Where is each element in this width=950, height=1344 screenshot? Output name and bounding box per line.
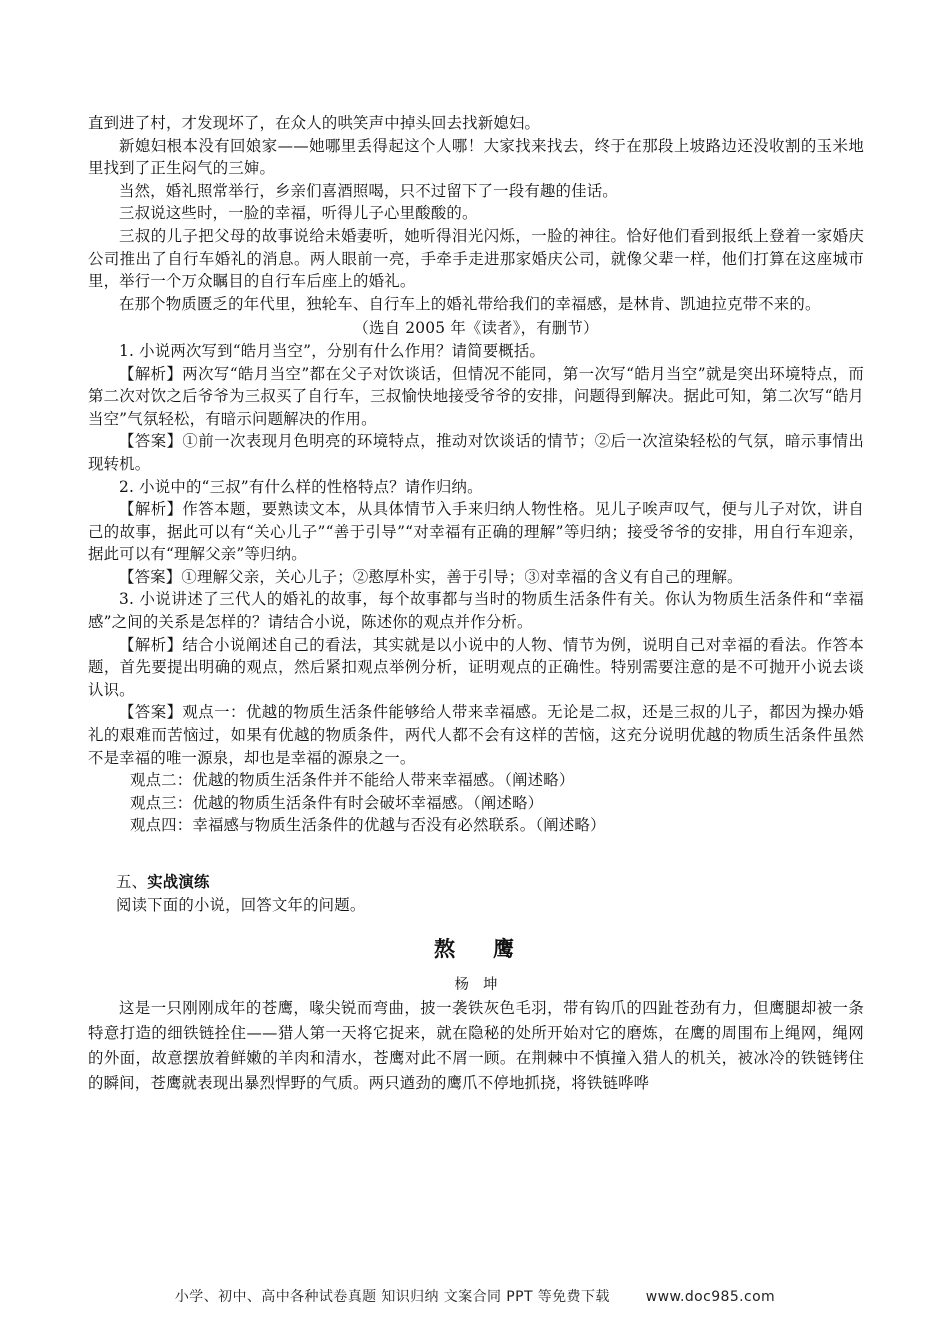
story-opening-paragraph: 这是一只刚刚成年的苍鹰，喙尖锐而弯曲，披一袭铁灰色毛羽，带有钩爪的四趾苍劲有力，但鹰腿却被一条特意打造的细铁链拴住——猎人第一天将它捉来，就在隐秘的处所开始对它的磨炼，在鹰的周围布上绳网，绳网的外面，故意摆放着鲜嫩的羊肉和清水，苍鹰对此不屑一顾。在荆棘中不慎撞入猎人的机关，被冰冷的铁链铐住的瞬间，苍鹰就表现出暴烈悍野的气质。两只遒劲的鹰爪不停地抓挠，将铁链哗哗 bbox=[88, 999, 864, 1093]
story-paragraph: 新媳妇根本没有回娘家——她哪里丢得起这个人哪！大家找来找去，终于在那段上坡路边还没收割的玉米地里找到了正生闷气的三婶。 bbox=[88, 136, 864, 178]
question-1: 1. 小说两次写到“皓月当空”，分别有什么作用？请简要概括。 bbox=[119, 341, 546, 360]
viewpoint-3: 观点三：优越的物质生活条件有时会破坏幸福感。（阐述略） bbox=[130, 793, 544, 812]
section-lead: 阅读下面的小说，回答文年的问题。 bbox=[116, 895, 366, 914]
story-paragraph: 三叔说这些时，一脸的幸福，听得儿子心里酸酸的。 bbox=[119, 204, 478, 223]
answer-3: 【答案】观点一：优越的物质生活条件能够给人带来幸福感。无论是二叔，还是三叔的儿子，都因为操办婚礼的艰难而苦恼过，如果有优越的物质条件，两代人都不会有这样的苦恼，这充分说明优越的物质生活条件虽然不是幸福的唯一源泉，却也是幸福的源泉之一。 bbox=[88, 703, 864, 767]
answer-2: 【答案】①理解父亲，关心儿子；②憨厚朴实，善于引导；③对幸福的含义有自己的理解。 bbox=[119, 567, 743, 586]
question-3: 3. 小说讲述了三代人的婚礼的故事，每个故事都与当时的物质生活条件有关。你认为物质生活条件和“幸福感”之间的关系是怎样的？请结合小说，陈述你的观点并作分析。 bbox=[88, 590, 864, 632]
viewpoint-4: 观点四：幸福感与物质生活条件的优越与否没有必然联系。（阐述略） bbox=[130, 816, 606, 835]
question-answer-block bbox=[88, 340, 864, 837]
story-title: 熬鹰 bbox=[434, 936, 552, 962]
section-heading bbox=[88, 871, 864, 894]
viewpoint-2: 观点二：优越的物质生活条件并不能给人带来幸福感。（阐述略） bbox=[130, 771, 575, 790]
story-paragraph: 三叔的儿子把父母的故事说给未婚妻听，她听得泪光闪烁，一脸的神往。恰好他们看到报纸上登着一家婚庆公司推出了自行车婚礼的消息。两人眼前一亮，手牵手走进那家婚庆公司，就像父辈一样，他们打算在这座城市里，举行一个万众瞩目的自行车后座上的婚礼。 bbox=[88, 226, 864, 291]
story-paragraph: 直到进了村，才发现坏了，在众人的哄笑声中掉头回去找新媳妇。 bbox=[88, 114, 541, 132]
story-paragraph: 当然，婚礼照常举行，乡亲们喜酒照喝，只不过留下了一段有趣的佳话。 bbox=[119, 181, 618, 200]
source-citation: （选自 2005 年《读者》，有删节） bbox=[353, 319, 599, 338]
footer-url[interactable]: www.doc985.com bbox=[645, 1289, 776, 1305]
analysis-1: 【解析】两次写“皓月当空”都在父子对饮谈话，但情况不能同，第一次写“皓月当空”就是突出环境特点，而第二次对饮之后爷爷为三叔买了自行车，三叔愉快地接受爷爷的安排，问题得到解决。据此可知，第二次写“皓月当空”气氛轻松，有暗示问题解决的作用。 bbox=[88, 364, 864, 428]
footer-text: 小学、初中、高中各种试卷真题 知识归纳 文案合同 PPT 等免费下载 bbox=[174, 1289, 610, 1305]
section-title: 实战演练 bbox=[147, 873, 210, 891]
question-2: 2. 小说中的“三叔”有什么样的性格特点？请作归纳。 bbox=[119, 477, 483, 496]
document-page bbox=[88, 112, 864, 1096]
story-paragraph: 在那个物质匮乏的年代里，独轮车、自行车上的婚礼带给我们的幸福感，是林肯、凯迪拉克带不来的。 bbox=[119, 294, 821, 313]
page-footer bbox=[0, 1286, 950, 1306]
answer-1: 【答案】①前一次表现月色明亮的环境特点，推动对饮谈话的情节；②后一次渲染轻松的气氛，暗示事情出现转机。 bbox=[88, 432, 864, 473]
analysis-3: 【解析】结合小说阐述自己的看法，其实就是以小说中的人物、情节为例，说明自己对幸福的看法。作答本题，首先要提出明确的观点，然后紧扣观点举例分析，证明观点的正确性。特别需要注意的是不可抛开小说去谈认识。 bbox=[88, 635, 864, 699]
section-number: 五、 bbox=[116, 873, 148, 891]
analysis-2: 【解析】作答本题，要熟读文本，从具体情节入手来归纳人物性格。见儿子唉声叹气，便与儿子对饮，讲自己的故事，据此可以有“关心儿子”“善于引导”“对幸福有正确的理解”等归纳；接受爷爷的安排，用自行车迎亲，据此可以有“理解父亲”等归纳。 bbox=[88, 500, 864, 564]
story-tail bbox=[88, 112, 864, 315]
story-author: 杨坤 bbox=[454, 977, 512, 994]
